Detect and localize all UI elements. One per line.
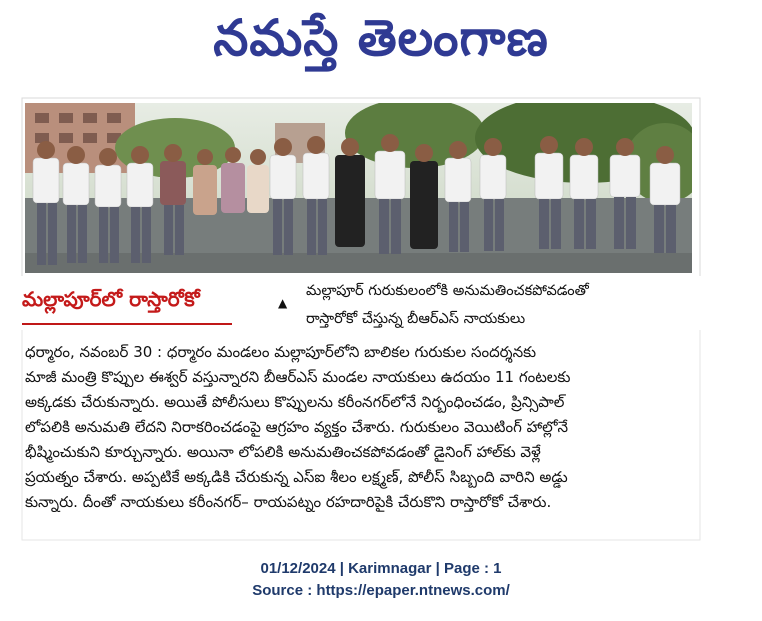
article-body <box>25 340 691 515</box>
article-line: అక్కడకు చేరుకున్నారు. అయితే పోలీసులు కొప్పులను కరీంనగర్‌లోనే నిర్బంధించడం, ప్రిన్సిపాల్ <box>25 393 565 411</box>
article-line: లోపలికి అనుమతి లేదని నిరాకరించడంపై ఆగ్రహం వ్యక్తం చేశారు. గురుకులం వెయిటింగ్ హాల్లోనే <box>25 418 569 436</box>
photo-caption <box>306 277 706 333</box>
news-photo <box>25 103 692 273</box>
newspaper-masthead <box>0 4 762 84</box>
footer-date-edition: 01/12/2024 | Karimnagar | Page : 1 <box>260 560 502 577</box>
article-line: మాజీ మంత్రి కొప్పుల ఈశ్వర్ వస్తున్నారని బీఆర్‌ఎస్ మండల నాయకులు ఉదయం 11 గంటలకు <box>25 368 571 386</box>
protest-photo-illustration <box>25 103 692 273</box>
caption-arrow-icon: ▲ <box>278 296 288 310</box>
caption-line: రాస్తారోకో చేస్తున్న బీఆర్‌ఎస్ నాయకులు <box>306 311 526 327</box>
article-line: భీష్మించుకుని కూర్చున్నారు. అయినా లోపలికి అనుమతించకపోవడంతో డైనింగ్ హాల్‌కు వెళ్లే <box>25 443 541 461</box>
caption-line: మల్లాపూర్ గురుకులంలోకి అనుమతించకపోవడంతో <box>306 283 589 299</box>
masthead-title: నమస్తే తెలంగాణ <box>213 8 549 67</box>
article-line: ప్రయత్నం చేశారు. అప్పటికే అక్కడికి చేరుకున్న ఎస్‌ఐ శీలం లక్ష్మణ్, పోలీస్ సిబ్బంది వారిని అడ్డు <box>25 468 568 486</box>
page-footer <box>0 558 762 602</box>
footer-source: Source : https://epaper.ntnews.com/ <box>252 582 510 599</box>
headline-text: మల్లాపూర్‌లో రాస్తారోకో <box>22 287 200 311</box>
article-line: ధర్మారం, నవంబర్ 30 : ధర్మారం మండలం మల్లాపూర్‌లోని బాలికల గురుకుల సందర్శనకు <box>25 343 537 361</box>
article-line: కున్నారు. దీంతో నాయకులు కరీంనగర్– రాయపట్నం రహదారిపైకి చేరుకొని రాస్తారోకో చేశారు. <box>25 493 552 511</box>
article-headline <box>22 287 232 325</box>
